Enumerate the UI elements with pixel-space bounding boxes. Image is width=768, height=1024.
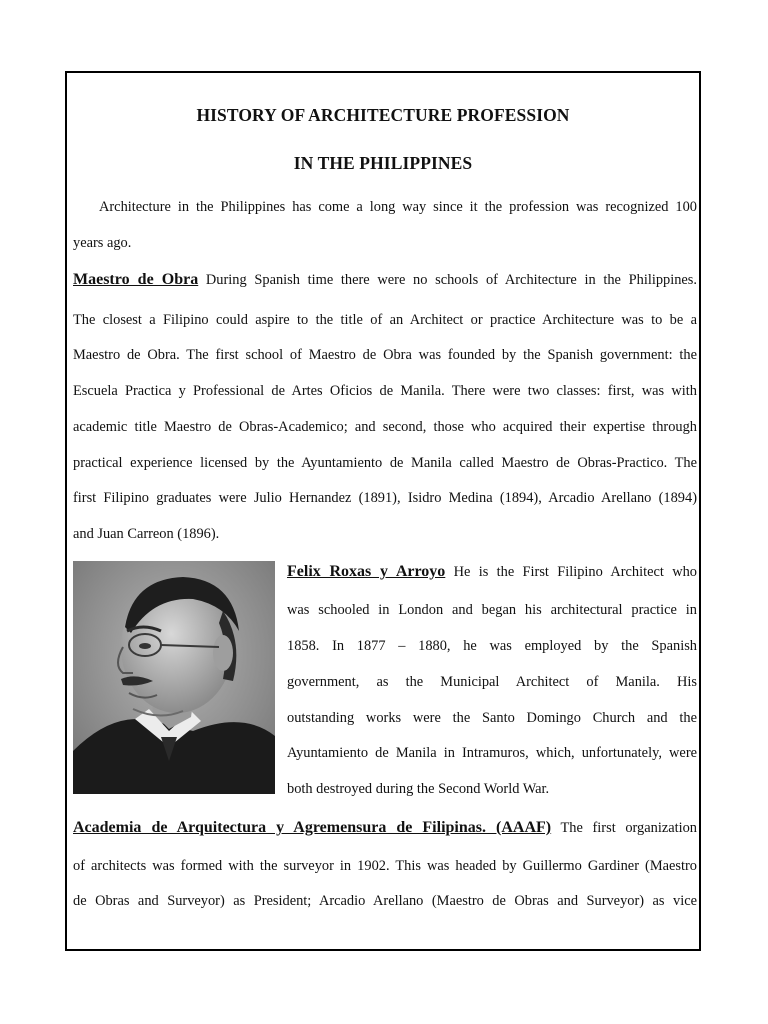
felix-text-1: He is the First Filipino Architect who bbox=[445, 564, 697, 580]
intro-line-1: Architecture in the Philippines has come a long way since it the profession was recognized 100 bbox=[99, 199, 697, 215]
maestro-line-6: practical experience licensed by the Ayuntamiento de Manila called Maestro de Obras-Practico. The bbox=[73, 455, 697, 471]
felix-heading: Felix Roxas y Arroyo bbox=[287, 563, 446, 580]
felix-line-3: 1858. In 1877 – 1880, he was employed by the Spanish bbox=[287, 638, 697, 654]
maestro-line-5: academic title Maestro de Obras-Academico; and second, those who acquired their expertise through bbox=[73, 419, 697, 435]
maestro-line-7: first Filipino graduates were Julio Hernandez (1891), Isidro Medina (1894), Arcadio Arellano (1894) bbox=[73, 490, 697, 506]
intro-line-2: years ago. bbox=[73, 235, 132, 251]
felix-line-4: government, as the Municipal Architect of Manila. His bbox=[287, 674, 697, 690]
maestro-line-2: The closest a Filipino could aspire to the title of an Architect or practice Architecture was to be a bbox=[73, 312, 697, 328]
felix-line-7: both destroyed during the Second World War. bbox=[287, 781, 550, 797]
maestro-heading: Maestro de Obra bbox=[73, 271, 199, 288]
document-title-line-1: HISTORY OF ARCHITECTURE PROFESSION bbox=[196, 105, 570, 125]
document-title-line-2: IN THE PHILIPPINES bbox=[293, 153, 473, 173]
portrait-photo bbox=[73, 561, 275, 794]
aaaf-line-2: of architects was formed with the surveyor in 1902. This was headed by Guillermo Gardiner (Maestro bbox=[73, 858, 697, 874]
felix-line-1 bbox=[287, 563, 697, 581]
aaaf-text-1: The first organization bbox=[551, 820, 697, 836]
aaaf-line-1 bbox=[73, 819, 697, 837]
maestro-line-3: Maestro de Obra. The first school of Maestro de Obra was founded by the Spanish government: the bbox=[73, 347, 697, 363]
aaaf-line-3: de Obras and Surveyor) as President; Arcadio Arellano (Maestro de Obras and Surveyor) as vice bbox=[73, 893, 697, 909]
page-frame bbox=[65, 71, 701, 951]
maestro-line-4: Escuela Practica y Professional de Artes Oficios de Manila. There were two classes: first, was with bbox=[73, 383, 697, 399]
felix-line-2: was schooled in London and began his architectural practice in bbox=[287, 602, 697, 618]
felix-line-6: Ayuntamiento de Manila in Intramuros, which, unfortunately, were bbox=[287, 745, 697, 761]
felix-line-5: outstanding works were the Santo Domingo Church and the bbox=[287, 710, 697, 726]
maestro-line-1 bbox=[73, 271, 697, 289]
aaaf-heading: Academia de Arquitectura y Agremensura de Filipinas. (AAAF) bbox=[73, 819, 552, 836]
maestro-text-1: During Spanish time there were no schools of Architecture in the Philippines. bbox=[198, 272, 697, 288]
maestro-line-8: and Juan Carreon (1896). bbox=[73, 526, 220, 542]
